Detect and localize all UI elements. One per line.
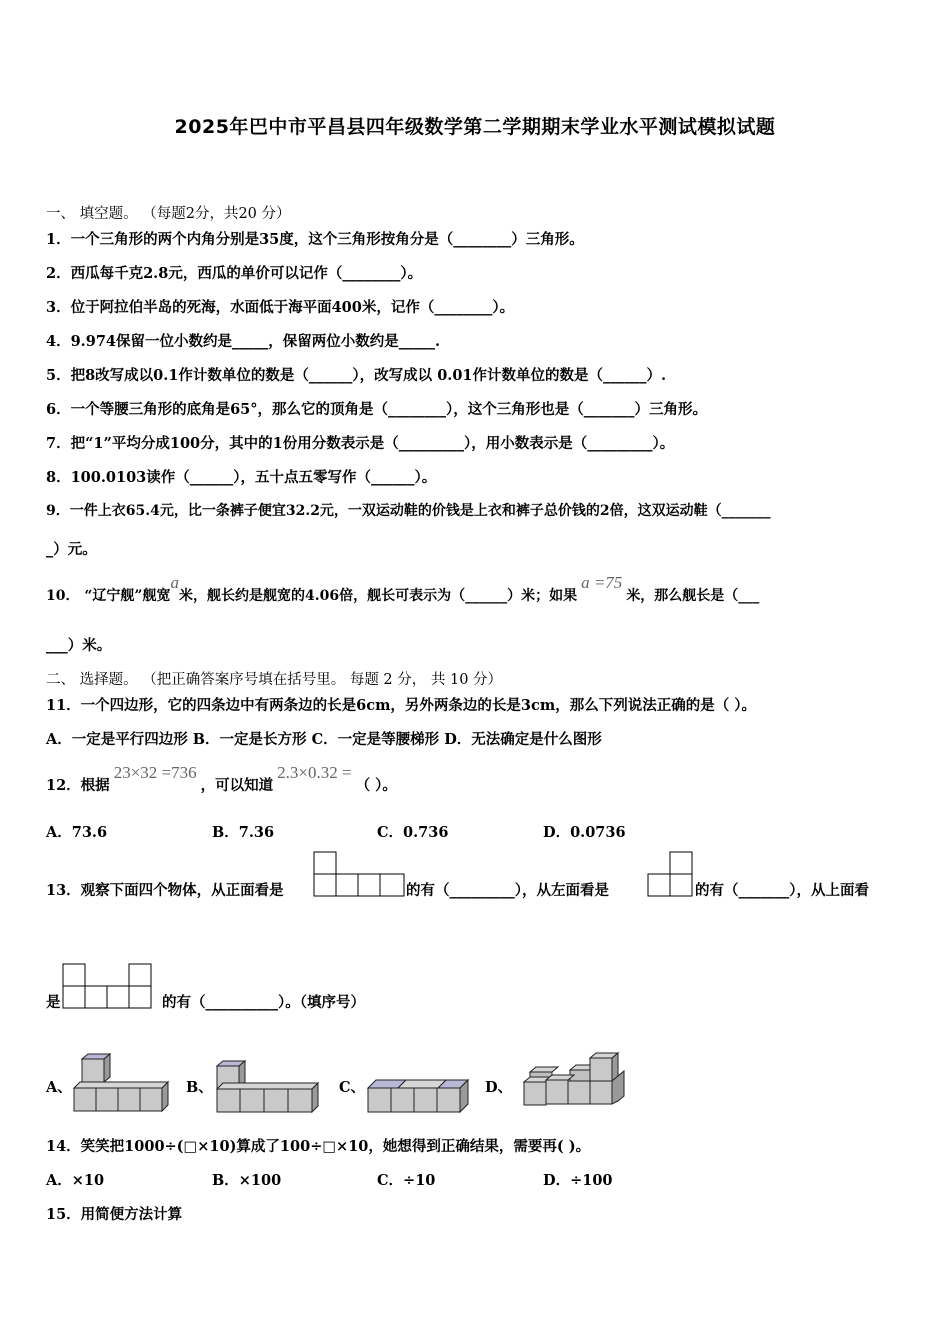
q10-part-2: 米，舰长约是舰宽的4.06倍，舰长可表示为（______）米；如果 (178, 588, 578, 604)
left-view-grid-icon (647, 851, 695, 897)
question-10-line-2: ___）米。 (46, 637, 112, 654)
q12-part-2: ，可以知道 (200, 777, 274, 794)
front-view-grid-icon (313, 851, 406, 897)
question-9-line-2: _）元。 (46, 541, 97, 558)
q14-option-b: B．×100 (212, 1172, 282, 1189)
section-1-heading: 一、 填空题。 （每题2分，共20 分） (46, 206, 291, 222)
question-14: 14．笑笑把1000÷(□×10)算成了100÷□×10，她想得到正确结果，需要再( )。 (46, 1138, 591, 1155)
q14-option-a: A．×10 (46, 1172, 105, 1189)
question-6: 6．一个等腰三角形的底角是65°，那么它的顶角是（________），这个三角形也是（_______）三角形。 (46, 401, 708, 418)
figure-d-label: D、 (485, 1079, 513, 1096)
question-9-line-1: 9．一件上衣65.4元，比一条裤子便宜32.2元，一双运动鞋的价钱是上衣和裤子总价钱的2倍，这双运动鞋（_______ (46, 503, 771, 519)
q12-part-1: 12．根据 (46, 777, 110, 794)
q10-variable: a (170, 573, 179, 592)
question-15: 15．用简便方法计算 (46, 1206, 183, 1223)
question-11: 11．一个四边形，它的四条边中有两条边的长是6cm，另外两条边的长是3cm，那么下列说法正确的是（ ）。 (46, 697, 756, 714)
question-3: 3．位于阿拉伯半岛的死海，水面低于海平面400米，记作（________）。 (46, 299, 515, 316)
q13-part-5: 的有（__________）。（填序号） (162, 994, 365, 1011)
cube-figure-d (522, 1052, 628, 1108)
question-7: 7．把“1”平均分成100分，其中的1份用分数表示是（_________），用小数表示是（_________）。 (46, 435, 675, 452)
question-8: 8．100.0103读作（______），五十点五零写作（______）。 (46, 469, 437, 486)
page-title: 2025年巴中市平昌县四年级数学第二学期期末学业水平测试模拟试题 (174, 116, 776, 138)
q12-option-b: B．7.36 (212, 824, 275, 841)
q10-equation: a =75 (581, 573, 623, 592)
q13-part-2: 的有（_________），从左面看是 (406, 882, 609, 899)
question-12 (46, 763, 397, 795)
question-2: 2．西瓜每千克2.8元，西瓜的单价可以记作（________）。 (46, 265, 423, 282)
q12-equation-2: 2.3×0.32 = (277, 763, 352, 782)
q13-part-1: 13．观察下面四个物体，从正面看是 (46, 882, 284, 899)
figure-a-label: A、 (46, 1079, 72, 1096)
cube-figure-c (366, 1072, 472, 1114)
top-view-grid-icon (62, 963, 154, 1009)
q12-option-d: D．0.0736 (543, 824, 626, 841)
q12-option-a: A．73.6 (46, 824, 108, 841)
q14-option-c: C．÷10 (377, 1172, 436, 1189)
cube-figure-b (214, 1058, 324, 1114)
question-4: 4．9.974保留一位小数约是_____，保留两位小数约是_____. (46, 333, 441, 350)
question-1: 1．一个三角形的两个内角分别是35度，这个三角形按角分是（________）三角形。 (46, 231, 584, 248)
question-11-options: A．一定是平行四边形 B．一定是长方形 C．一定是等腰梯形 D．无法确定是什么图形 (46, 731, 602, 748)
question-5: 5．把8改写成以0.1作计数单位的数是（______），改写成以 0.01作计数单位的数是（______）. (46, 367, 667, 384)
section-2-heading: 二、 选择题。 （把正确答案序号填在括号里。 每题 2 分， 共 10 分） (46, 672, 503, 688)
q13-part-3: 的有（_______），从上面看 (695, 882, 869, 899)
q10-part-1: 10． “辽宁舰”舰宽 (46, 588, 171, 604)
q14-option-d: D．÷100 (543, 1172, 613, 1189)
q12-option-c: C．0.736 (377, 824, 449, 841)
q10-part-3: 米，那么舰长是（___ (626, 588, 760, 604)
figure-c-label: C、 (339, 1079, 366, 1096)
q13-part-4: 是 (46, 994, 61, 1011)
figure-b-label: B、 (186, 1079, 213, 1096)
q12-part-3: （ ）。 (355, 777, 397, 794)
cube-figure-a (72, 1050, 172, 1112)
q12-equation-1: 23×32 =736 (113, 763, 197, 782)
question-10 (46, 573, 760, 605)
